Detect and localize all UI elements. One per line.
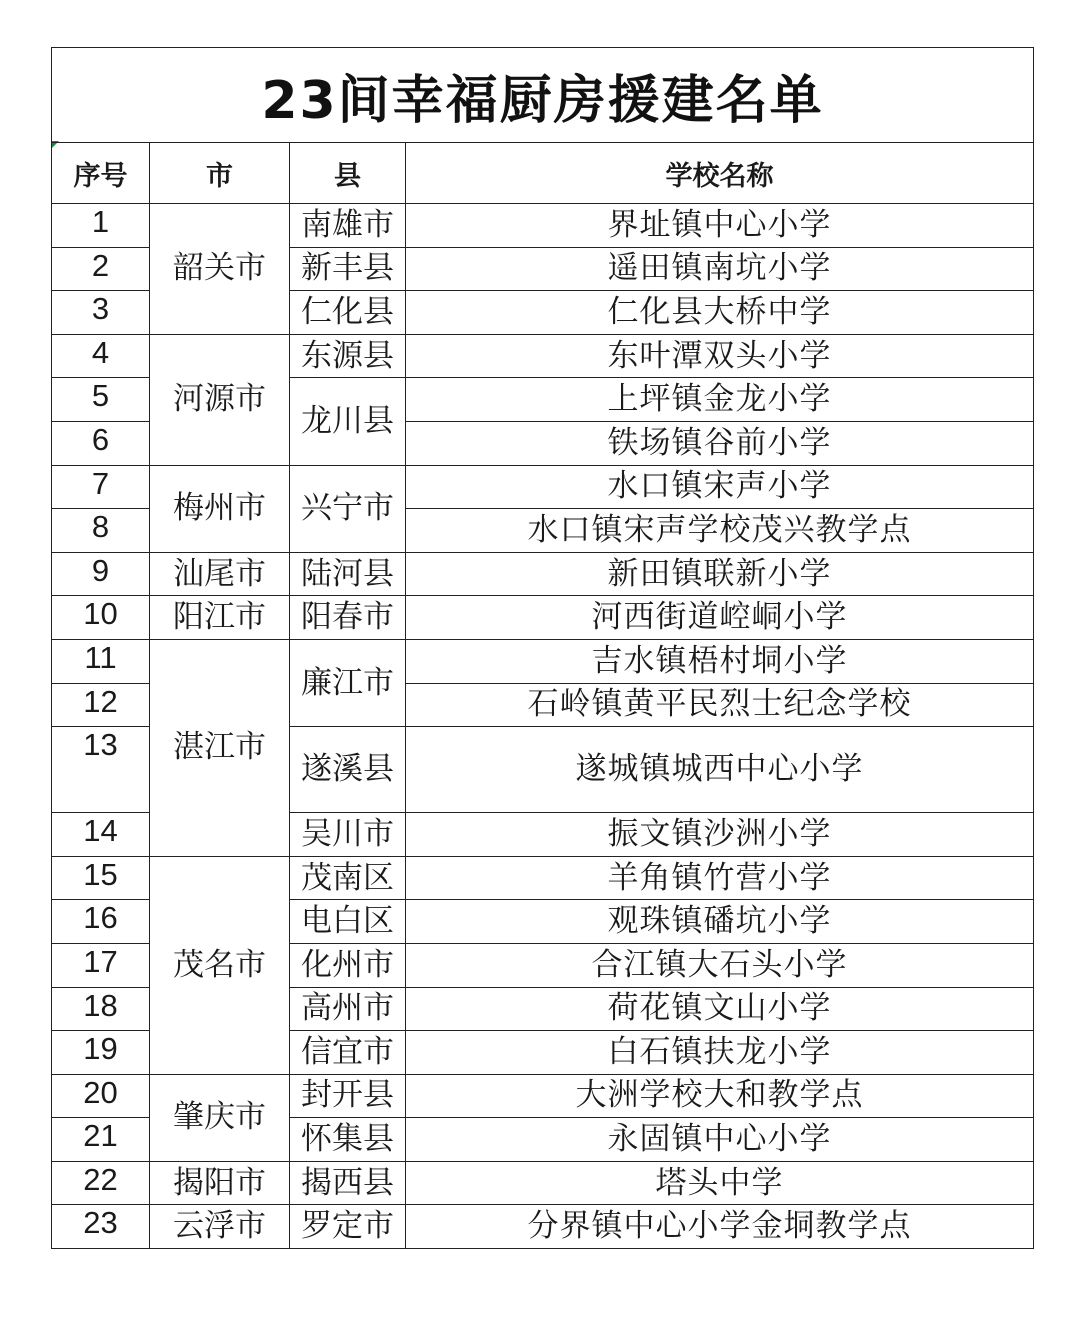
title-row [52,48,1034,143]
row-city: 河源市 [150,334,290,465]
row-seq: 12 [52,683,150,727]
row-seq: 11 [52,639,150,683]
row-county: 化州市 [290,943,406,987]
table-row [52,465,1034,509]
row-county: 电白区 [290,900,406,944]
row-city: 肇庆市 [150,1074,290,1161]
row-seq: 8 [52,509,150,553]
row-seq: 5 [52,378,150,422]
row-city: 湛江市 [150,639,290,856]
row-seq: 21 [52,1118,150,1162]
row-seq: 14 [52,813,150,857]
row-county: 兴宁市 [290,465,406,552]
table-row [52,1161,1034,1205]
row-seq: 13 [52,727,150,813]
row-seq: 17 [52,943,150,987]
row-seq: 4 [52,334,150,378]
row-school-name: 河西街道崆峒小学 [406,596,1034,640]
row-school-name: 上坪镇金龙小学 [406,378,1034,422]
row-school-name: 铁场镇谷前小学 [406,421,1034,465]
row-school-name: 分界镇中心小学金垌教学点 [406,1205,1034,1249]
row-seq: 6 [52,421,150,465]
row-county: 仁化县 [290,291,406,335]
row-county: 龙川县 [290,378,406,465]
table-row [52,639,1034,683]
header-city: 市 [150,143,290,204]
row-school-name: 新田镇联新小学 [406,552,1034,596]
row-county: 罗定市 [290,1205,406,1249]
row-school-name: 东叶潭双头小学 [406,334,1034,378]
row-school-name: 仁化县大桥中学 [406,291,1034,335]
row-seq: 7 [52,465,150,509]
row-seq: 10 [52,596,150,640]
row-seq: 1 [52,204,150,248]
row-county: 东源县 [290,334,406,378]
table-row [52,856,1034,900]
row-school-name: 水口镇宋声学校茂兴教学点 [406,509,1034,553]
header-county: 县 [290,143,406,204]
row-city: 云浮市 [150,1205,290,1249]
row-school-name: 水口镇宋声小学 [406,465,1034,509]
row-school-name: 大洲学校大和教学点 [406,1074,1034,1118]
row-county: 遂溪县 [290,727,406,813]
row-county: 廉江市 [290,639,406,726]
row-seq: 23 [52,1205,150,1249]
row-city: 阳江市 [150,596,290,640]
header-row [52,143,1034,204]
row-county: 阳春市 [290,596,406,640]
row-school-name: 观珠镇磻坑小学 [406,900,1034,944]
row-school-name: 吉水镇梧村垌小学 [406,639,1034,683]
row-seq: 20 [52,1074,150,1118]
table-title: 23间幸福厨房援建名单 [52,48,1034,143]
row-school-name: 合江镇大石头小学 [406,943,1034,987]
row-school-name: 界址镇中心小学 [406,204,1034,248]
row-seq: 2 [52,247,150,291]
row-seq: 3 [52,291,150,335]
row-county: 新丰县 [290,247,406,291]
row-seq: 22 [52,1161,150,1205]
row-county: 南雄市 [290,204,406,248]
row-city: 揭阳市 [150,1161,290,1205]
row-county: 吴川市 [290,813,406,857]
row-city: 汕尾市 [150,552,290,596]
row-county: 高州市 [290,987,406,1031]
table-row [52,552,1034,596]
row-school-name: 振文镇沙洲小学 [406,813,1034,857]
table-row [52,1074,1034,1118]
table-row [52,204,1034,248]
row-school-name: 白石镇扶龙小学 [406,1031,1034,1075]
header-school: 学校名称 [406,143,1034,204]
table-row [52,334,1034,378]
row-county: 怀集县 [290,1118,406,1162]
row-school-name: 羊角镇竹营小学 [406,856,1034,900]
kitchen-aid-table [51,47,1034,1249]
row-county: 揭西县 [290,1161,406,1205]
row-city: 梅州市 [150,465,290,552]
row-seq: 16 [52,900,150,944]
row-county: 陆河县 [290,552,406,596]
table-row [52,596,1034,640]
row-school-name: 石岭镇黄平民烈士纪念学校 [406,683,1034,727]
row-seq: 19 [52,1031,150,1075]
row-city: 韶关市 [150,204,290,335]
row-school-name: 荷花镇文山小学 [406,987,1034,1031]
row-school-name: 遂城镇城西中心小学 [406,727,1034,813]
header-seq: 序号 [52,143,150,204]
row-county: 封开县 [290,1074,406,1118]
row-county: 茂南区 [290,856,406,900]
row-school-name: 永固镇中心小学 [406,1118,1034,1162]
row-seq: 9 [52,552,150,596]
table-row [52,1205,1034,1249]
row-city: 茂名市 [150,856,290,1074]
row-seq: 18 [52,987,150,1031]
row-county: 信宜市 [290,1031,406,1075]
row-seq: 15 [52,856,150,900]
row-school-name: 遥田镇南坑小学 [406,247,1034,291]
row-school-name: 塔头中学 [406,1161,1034,1205]
